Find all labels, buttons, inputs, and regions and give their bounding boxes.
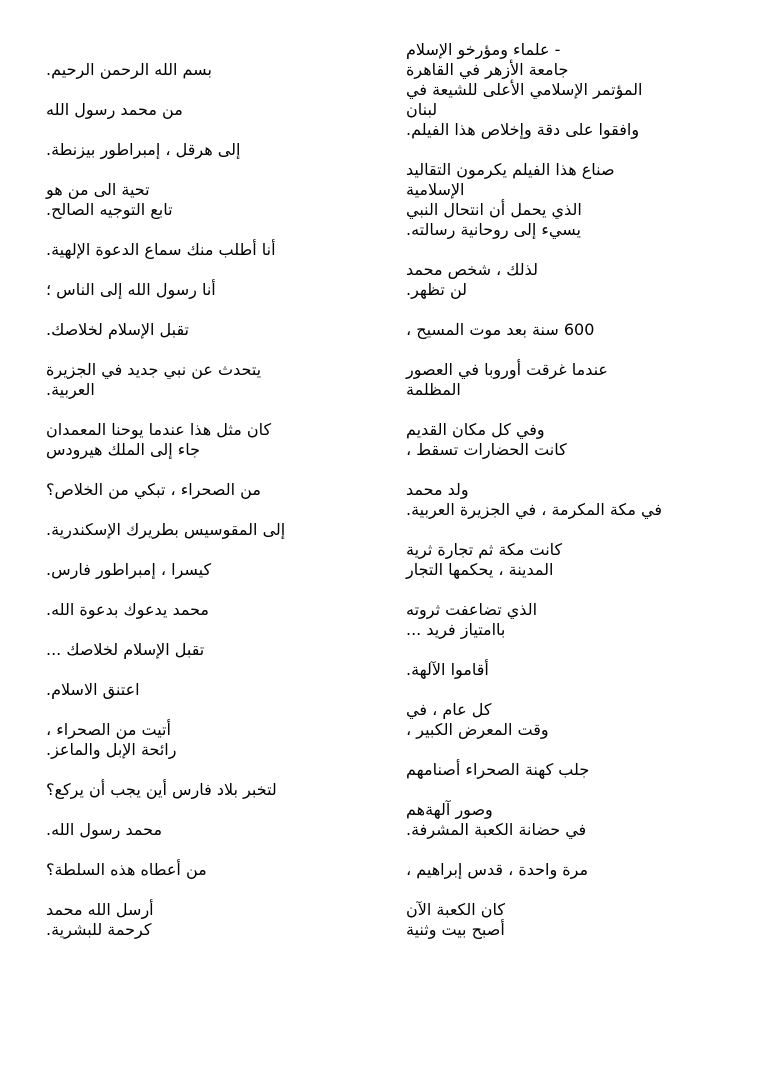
right-column-paragraph — [406, 600, 746, 640]
left-column-paragraph — [46, 860, 386, 880]
text-line: من الصحراء ، تبكي من الخلاص؟ — [46, 480, 261, 499]
text-line: وقت المعرض الكبير ، — [406, 720, 549, 739]
left-column-paragraph — [46, 600, 386, 620]
left-column-paragraph — [46, 360, 386, 400]
text-line: تحية الى من هو — [46, 180, 150, 199]
text-line: أصبح بيت وثنية — [406, 920, 505, 939]
text-line: تقبل الإسلام لخلاصك ... — [46, 640, 205, 659]
text-line: كيسرا ، إمبراطور فارس. — [46, 560, 212, 579]
left-column-paragraph — [46, 560, 386, 580]
text-line: وافقوا على دقة وإخلاص هذا الفيلم. — [406, 120, 640, 139]
text-line: ولد محمد — [406, 480, 469, 499]
text-line: مرة واحدة ، قدس إبراهيم ، — [406, 860, 589, 879]
text-line: يتحدث عن نبي جديد في الجزيرة — [46, 360, 262, 379]
text-line: المؤتمر الإسلامي الأعلى للشيعة في — [406, 80, 643, 99]
text-line: كان مثل هذا عندما يوحنا المعمدان — [46, 420, 272, 439]
text-line: كل عام ، في — [406, 700, 492, 719]
text-line: أقاموا الآلهة. — [406, 660, 489, 679]
text-line: أرسل الله محمد — [46, 900, 154, 919]
text-line: كرحمة للبشرية. — [46, 920, 152, 939]
text-line: الذي تضاعفت ثروته — [406, 600, 538, 619]
text-line: اعتنق الاسلام. — [46, 680, 140, 699]
text-line: من محمد رسول الله — [46, 100, 183, 119]
right-column-paragraph — [406, 40, 746, 140]
text-line: جاء إلى الملك هيرودس — [46, 440, 201, 459]
text-line: لتخبر بلاد فارس أين يجب أن يركع؟ — [46, 780, 277, 799]
left-column — [46, 60, 386, 1084]
text-line: الإسلامية — [406, 180, 465, 199]
text-line: باامتياز فريد ... — [406, 620, 506, 639]
text-line: وصور آلهةهم — [406, 800, 493, 819]
text-line: في مكة المكرمة ، في الجزيرة العربية. — [406, 500, 662, 519]
left-column-paragraph — [46, 140, 386, 160]
text-line: محمد يدعوك بدعوة الله. — [46, 600, 209, 619]
text-line: جلب كهنة الصحراء أصنامهم — [406, 760, 590, 779]
right-column-paragraph — [406, 260, 746, 300]
text-line: لذلك ، شخص محمد — [406, 260, 538, 279]
text-line: كان الكعبة الآن — [406, 900, 506, 919]
right-column-paragraph — [406, 480, 746, 520]
text-line: المدينة ، يحكمها التجار — [406, 560, 554, 579]
right-column-paragraph — [406, 900, 746, 940]
text-line: أنا أطلب منك سماع الدعوة الإلهية. — [46, 240, 276, 259]
text-line: يسيء إلى روحانية رسالته. — [406, 220, 581, 239]
text-line: من أعطاه هذه السلطة؟ — [46, 860, 207, 879]
right-column-paragraph — [406, 160, 746, 240]
text-line: صناع هذا الفيلم يكرمون التقاليد — [406, 160, 615, 179]
left-column-paragraph — [46, 180, 386, 220]
right-column-paragraph — [406, 700, 746, 740]
left-column-paragraph — [46, 680, 386, 700]
text-line: أتيت من الصحراء ، — [46, 720, 171, 739]
right-column-paragraph — [406, 360, 746, 400]
text-line: بسم الله الرحمن الرحيم. — [46, 60, 212, 79]
left-column-paragraph — [46, 240, 386, 260]
text-line: - علماء ومؤرخو الإسلام — [406, 40, 561, 59]
left-column-paragraph — [46, 720, 386, 760]
left-column-paragraph — [46, 320, 386, 340]
text-line: الذي يحمل أن انتحال النبي — [406, 200, 582, 219]
right-column — [406, 40, 746, 1064]
left-column-paragraph — [46, 640, 386, 660]
text-line: كانت مكة ثم تجارة ثرية — [406, 540, 563, 559]
right-column-paragraph — [406, 660, 746, 680]
text-line: محمد رسول الله. — [46, 820, 163, 839]
left-column-paragraph — [46, 480, 386, 500]
right-column-paragraph — [406, 760, 746, 780]
left-column-paragraph — [46, 900, 386, 940]
left-column-paragraph — [46, 420, 386, 460]
left-column-paragraph — [46, 100, 386, 120]
text-line: جامعة الأزهر في القاهرة — [406, 60, 569, 79]
left-column-paragraph — [46, 280, 386, 300]
left-column-paragraph — [46, 520, 386, 540]
text-line: إلى المقوسيس بطريرك الإسكندرية. — [46, 520, 286, 539]
text-line: وفي كل مكان القديم — [406, 420, 545, 439]
right-column-paragraph — [406, 860, 746, 880]
text-line: العربية. — [46, 380, 95, 399]
text-line: عندما غرقت أوروبا في العصور — [406, 360, 608, 379]
text-line: رائحة الإبل والماعز. — [46, 740, 177, 759]
text-line: كانت الحضارات تسقط ، — [406, 440, 567, 459]
text-line: في حضانة الكعبة المشرفة. — [406, 820, 587, 839]
text-line: تابع التوجيه الصالح. — [46, 200, 173, 219]
right-column-paragraph — [406, 320, 746, 340]
text-line: لن تظهر. — [406, 280, 468, 299]
text-line: 600 سنة بعد موت المسيح ، — [406, 320, 595, 339]
text-line: لبنان — [406, 100, 438, 119]
text-line: أنا رسول الله إلى الناس ؛ — [46, 280, 216, 299]
text-line: تقبل الإسلام لخلاصك. — [46, 320, 189, 339]
text-line: المظلمة — [406, 380, 461, 399]
left-column-paragraph — [46, 780, 386, 800]
left-column-paragraph — [46, 820, 386, 840]
right-column-paragraph — [406, 420, 746, 460]
right-column-paragraph — [406, 800, 746, 840]
text-line: إلى هرقل ، إمبراطور بيزنطة. — [46, 140, 241, 159]
right-column-paragraph — [406, 540, 746, 580]
left-column-paragraph — [46, 60, 386, 80]
